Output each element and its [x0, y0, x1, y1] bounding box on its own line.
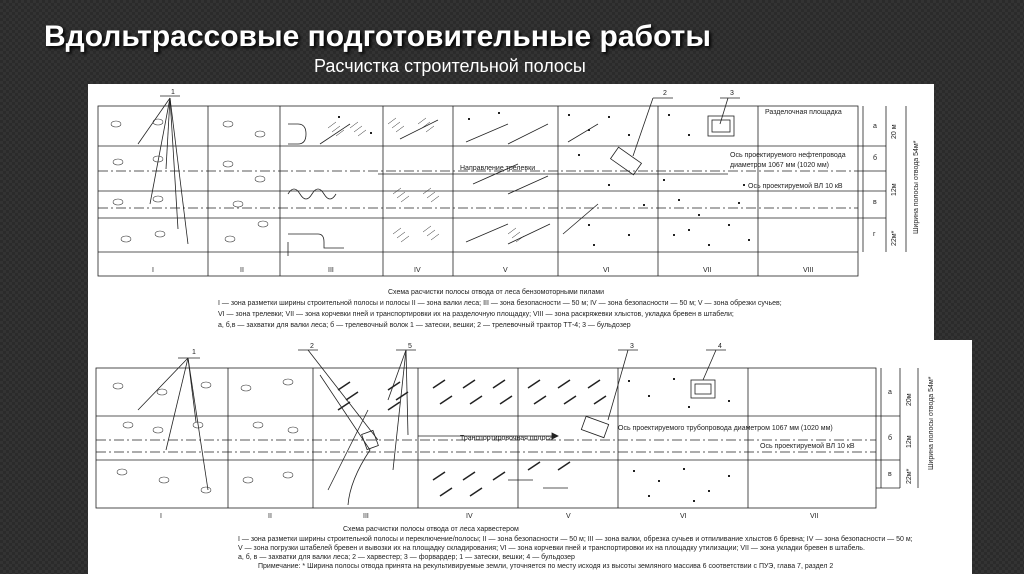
label-transport: Транспортировочная полоса: [460, 435, 553, 442]
zone-label: III: [363, 513, 369, 520]
top-scheme-drawing: [88, 84, 934, 342]
callout-4: 4: [718, 343, 722, 350]
slide-title: Вдольтрассовые подготовительные работы: [44, 20, 711, 53]
row-label: а: [888, 389, 892, 396]
caption-note: Примечание: * Ширина полосы отвода принята на рекультивируемые земли, уточняется по месту исходя из высоты земляного массива 6 соответствии с ПУЭ, глава 7, раздел 2: [258, 563, 834, 570]
callout-3: 3: [630, 343, 634, 350]
zone-label: VII: [703, 267, 712, 274]
dim-12m: 12м: [891, 183, 898, 196]
caption-title: Схема расчистки полосы отвода от леса харвестером: [343, 526, 519, 533]
caption-line: I — зона разметки ширины строительной полосы и переключение/полосы; II — зона безопасности — 50 м; III — зона валки, обрезка сучьев и отпиливание хлыстов 6 бревна; IV — зона безопасности — 50 м;: [238, 536, 913, 543]
slide-subtitle: Расчистка строительной полосы: [314, 56, 586, 76]
callout-3: 3: [730, 90, 734, 97]
dim-12m: 12м: [906, 435, 913, 448]
row-label: б: [888, 435, 893, 442]
zone-label: VIII: [803, 267, 814, 274]
caption-line: I — зона разметки ширины строительной полосы и полосы II — зона валки леса; III — зона безопасности — 50 м; IV — зона безопасности — 50 м; V — зона обрезки сучьев;: [218, 300, 782, 307]
bottom-scheme-drawing: [88, 340, 972, 574]
zone-label: I: [152, 267, 154, 274]
label-diam: диаметром 1067 мм (1020 мм): [730, 162, 830, 169]
label-napravlenie: Направление трелевки: [460, 165, 536, 172]
dim-20m: 20м: [906, 393, 913, 406]
zone-label: II: [268, 513, 272, 520]
label-os-nefte: Ось проектируемого нефтепровода: [730, 152, 846, 159]
bottom-scheme-sheet: [88, 340, 972, 574]
dim-20m: 20 м: [891, 124, 898, 139]
zone-label: III: [328, 267, 334, 274]
label-os-vl: Ось проектируемой ВЛ 10 кВ: [748, 183, 843, 190]
callout-1: 1: [192, 349, 196, 356]
zone-label: IV: [466, 513, 473, 520]
dim-22m: 22м*: [891, 230, 898, 246]
row-label: в: [873, 199, 877, 206]
label-os-vl: Ось проектируемой ВЛ 10 кВ: [760, 443, 855, 450]
row-label: в: [888, 471, 892, 478]
zone-label: V: [503, 267, 508, 274]
caption-line: а, б, в — захватки для валки леса; 2 — харвестер; 3 — форвардер; 1 — затески, вешки; 4 — бульдозер: [238, 554, 575, 561]
dim-22m: 22м*: [906, 468, 913, 484]
row-label: г: [873, 231, 876, 238]
width-label: Ширина полосы отвода 54м*: [928, 376, 935, 470]
row-label: а: [873, 123, 877, 130]
callout-5: 5: [408, 343, 412, 350]
zone-label: IV: [414, 267, 421, 274]
caption-line: а, б,в — захватки для валки леса; б — трелевочный волок 1 — затески, вешки; 2 — трелевочный трактор ТТ-4; 3 — бульдозер: [218, 322, 631, 329]
label-razdel: Разделочная площадка: [765, 109, 842, 116]
zone-label: VI: [680, 513, 687, 520]
zone-label: V: [566, 513, 571, 520]
top-scheme-sheet: [88, 84, 934, 342]
zone-label: II: [240, 267, 244, 274]
callout-2: 2: [310, 343, 314, 350]
zone-label: VI: [603, 267, 610, 274]
zone-label: VII: [810, 513, 819, 520]
callout-1: 1: [171, 89, 175, 96]
width-label: Ширина полосы отвода 54м*: [913, 140, 920, 234]
callout-2: 2: [663, 90, 667, 97]
caption-title: Схема расчистки полосы отвода от леса бензомоторными пилами: [388, 289, 605, 296]
label-os-truba: Ось проектируемого трубопровода диаметром 1067 мм (1020 мм): [618, 425, 833, 432]
zone-label: I: [160, 513, 162, 520]
caption-line: VI — зона трелевки; VII — зона корчевки пней и транспортировки их на разделочную площадку; VIII — зона раскряжевки хлыстов, укладка бревен в штабели;: [218, 311, 734, 318]
caption-line: V — зона погрузки штабелей бревен и вывозки их на площадку складирования; VI — зона корчевки пней и транспортировки их на площадку утилизации; VII — зона укладки бревен в штабель.: [238, 545, 865, 552]
row-label: б: [873, 155, 878, 162]
